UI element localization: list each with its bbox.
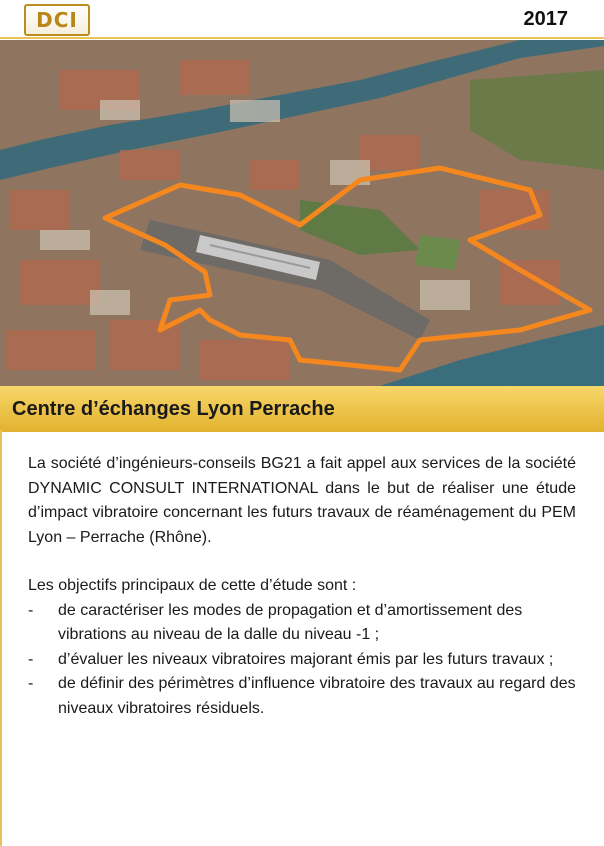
left-margin-rule [0, 430, 2, 846]
logo-text: DCI [36, 8, 78, 32]
objectives-list [28, 599, 576, 722]
objective-text: d’évaluer les niveaux vibratoires majorant émis par les futurs travaux ; [58, 650, 554, 668]
objective-text: de caractériser les modes de propagation et d’amortissement des vibrations au niveau de la dalle du niveau -1 ; [58, 601, 523, 643]
intro-paragraph: La société d’ingénieurs-conseils BG21 a fait appel aux services de la société DYNAMIC CONSULT INTERNATIONAL dans le but de réaliser une étude d’impact vibratoire concernant les futurs travaux de réaménagement du PEM Lyon – Perrache (Rhône). [28, 455, 576, 546]
body-text [28, 452, 576, 721]
objectives-lead: Les objectifs principaux de cette d’étude sont : [28, 577, 357, 594]
year-label: 2017 [523, 8, 568, 30]
objective-item: - d’évaluer les niveaux vibratoires majorant émis par les futurs travaux ; [28, 650, 554, 668]
company-logo [24, 4, 90, 36]
header-divider [0, 37, 604, 39]
title-bar [0, 386, 604, 432]
objective-item: - de caractériser les modes de propagation et d’amortissement des vibrations au niveau de la dalle du niveau -1 ; [28, 601, 523, 643]
objective-item: - de définir des périmètres d’influence vibratoire des travaux au regard des niveaux vibratoires résiduels. [28, 675, 576, 717]
aerial-photo [0, 40, 604, 386]
objective-text: de définir des périmètres d’influence vibratoire des travaux au regard des niveaux vibratoires résiduels. [58, 675, 576, 717]
page-title: Centre d’échanges Lyon Perrache [12, 398, 335, 420]
